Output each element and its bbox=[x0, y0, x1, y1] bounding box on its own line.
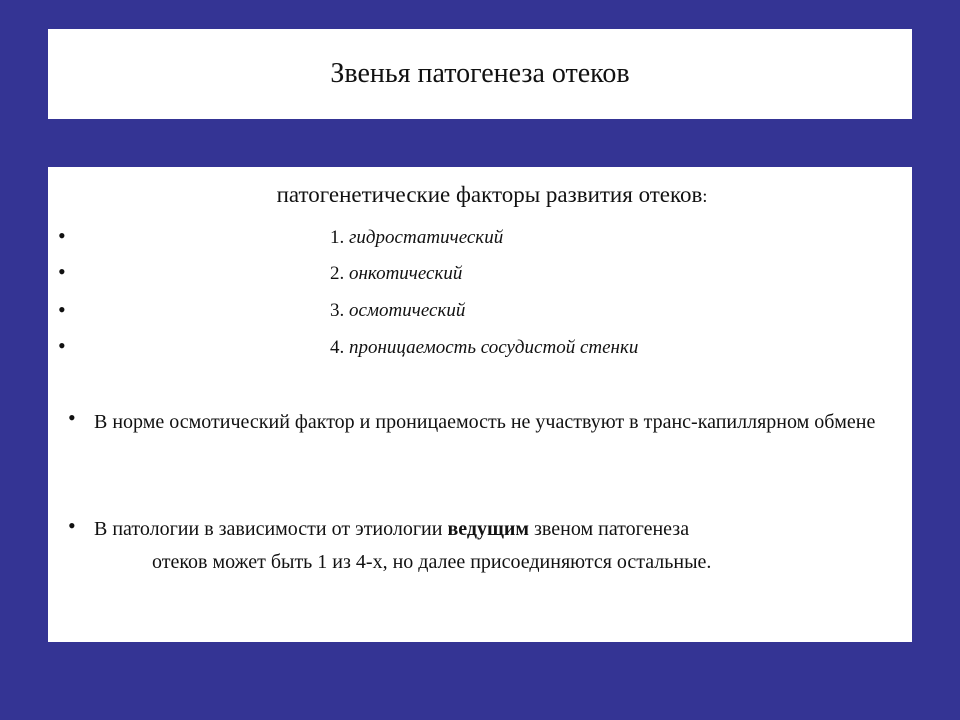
bullet-icon: • bbox=[68, 405, 76, 430]
bullet-icon: • bbox=[58, 259, 66, 284]
subtitle-colon: : bbox=[702, 186, 708, 206]
title-panel bbox=[48, 29, 912, 119]
factor-number: 1. bbox=[330, 227, 349, 248]
note-pathology bbox=[94, 514, 884, 544]
slide-title: Звенья патогенеза отеков bbox=[330, 58, 630, 89]
bullet-icon: • bbox=[58, 333, 66, 358]
factor-text: проницаемость сосудистой стенки bbox=[349, 337, 639, 358]
subtitle bbox=[48, 182, 912, 208]
factor-text: осмотический bbox=[349, 300, 466, 321]
bullet-icon: • bbox=[58, 297, 66, 322]
bullet-icon: • bbox=[68, 513, 76, 538]
factor-text: онкотический bbox=[349, 263, 463, 284]
factor-number: 3. bbox=[330, 300, 349, 321]
factor-item bbox=[330, 227, 503, 249]
factor-item bbox=[330, 337, 638, 359]
note-normal: В норме осмотический фактор и проницаемость не участвуют в транс-капиллярном обмене bbox=[94, 411, 876, 433]
factor-number: 4. bbox=[330, 337, 349, 358]
bullet-icon: • bbox=[58, 223, 66, 248]
subtitle-text: патогенетические факторы развития отеков bbox=[276, 182, 703, 207]
factor-text: гидростатический bbox=[349, 227, 504, 248]
note-pathology-continuation: отеков может быть 1 из 4-х, но далее присоединяются остальные. bbox=[152, 551, 712, 573]
content-panel bbox=[48, 167, 912, 642]
factor-item bbox=[330, 263, 462, 285]
note-pathology-text-end: звеном патогенеза bbox=[529, 518, 690, 540]
note-pathology-text: В патологии в зависимости от этиологии bbox=[94, 518, 448, 540]
factor-number: 2. bbox=[330, 263, 349, 284]
note-pathology-bold: ведущим bbox=[447, 518, 530, 540]
factor-item bbox=[330, 300, 465, 322]
